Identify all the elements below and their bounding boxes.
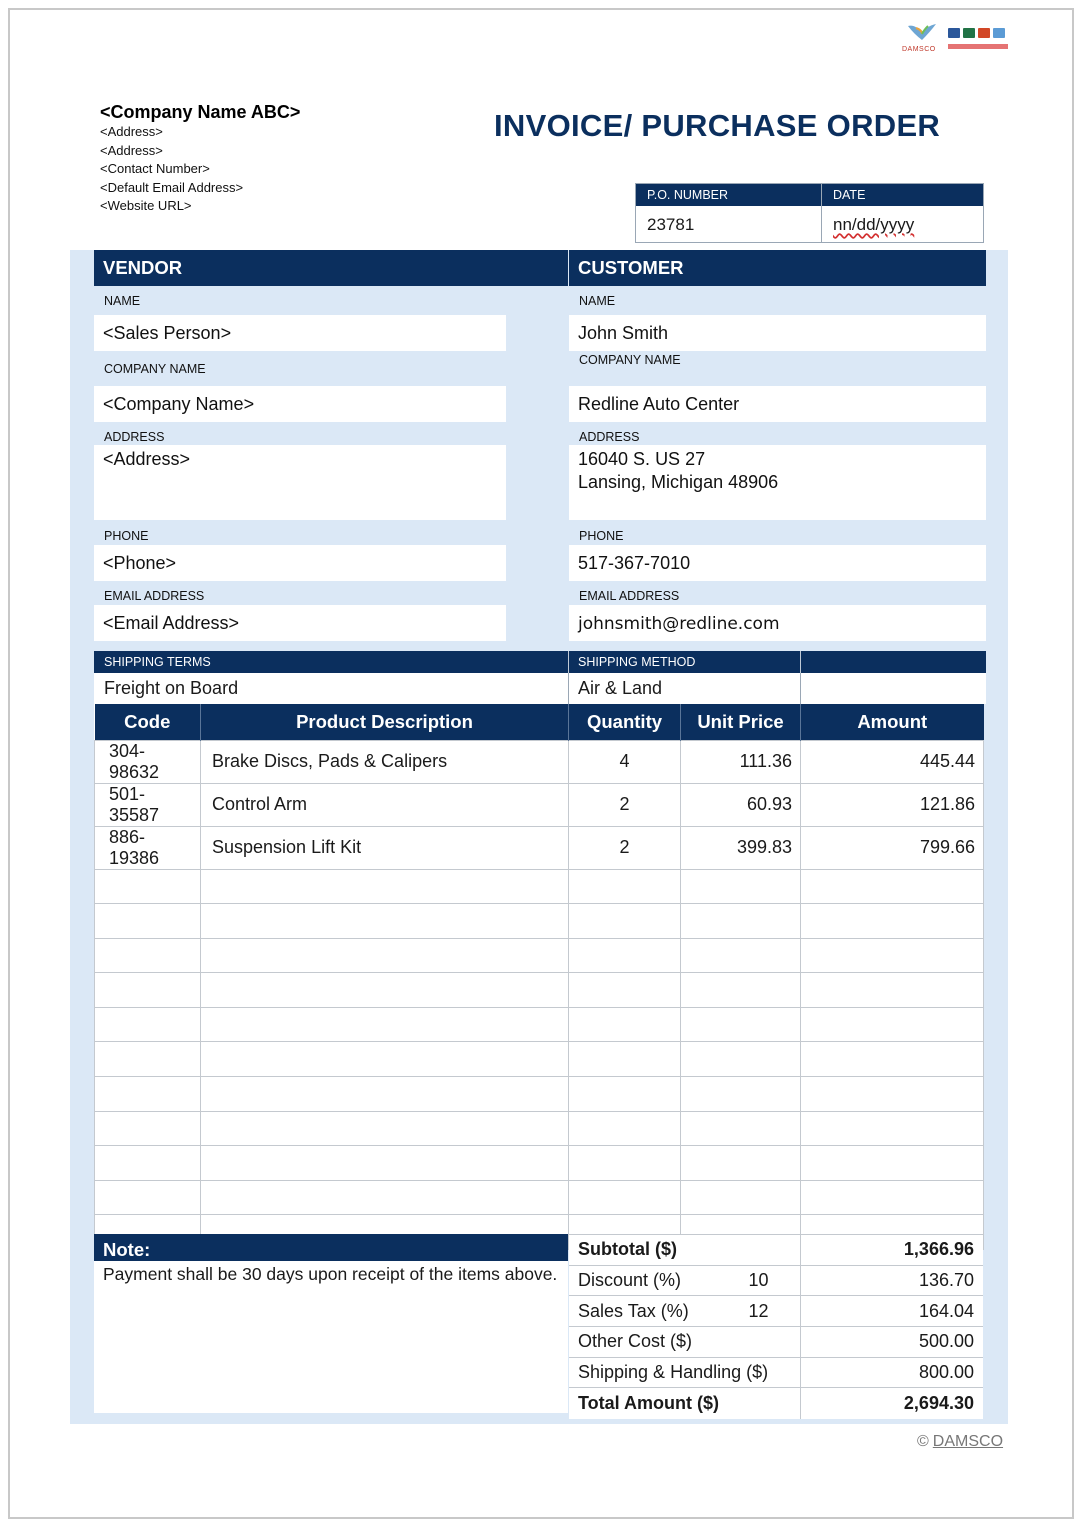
table-row xyxy=(95,1077,984,1112)
item-quantity-cell[interactable] xyxy=(569,1007,681,1042)
totals-label xyxy=(569,1296,800,1327)
shipping-block xyxy=(94,651,986,704)
item-amount-cell[interactable] xyxy=(801,1180,984,1215)
po-number-field[interactable]: 23781 xyxy=(636,206,822,243)
item-unit-price-cell[interactable] xyxy=(681,1180,801,1215)
item-code-cell[interactable] xyxy=(95,1146,201,1181)
customer-company-field[interactable]: Redline Auto Center xyxy=(569,386,986,422)
item-unit-price-cell[interactable] xyxy=(681,904,801,939)
customer-address-line-1: 16040 S. US 27 xyxy=(578,449,706,469)
totals-label xyxy=(569,1265,800,1296)
item-unit-price-cell[interactable] xyxy=(681,938,801,973)
vendor-company-field[interactable]: <Company Name> xyxy=(94,386,506,422)
table-row xyxy=(95,938,984,973)
item-description-cell[interactable]: Control Arm xyxy=(201,783,569,826)
logo-ribbon xyxy=(948,44,1008,49)
item-unit-price-cell[interactable] xyxy=(681,1007,801,1042)
totals-label xyxy=(569,1357,800,1388)
item-unit-price-cell[interactable]: 60.93 xyxy=(681,783,801,826)
item-description-cell[interactable] xyxy=(201,1180,569,1215)
totals-label-text: Sales Tax (%) xyxy=(578,1300,689,1321)
note-header: Note: xyxy=(94,1234,568,1261)
totals-value: 500.00 xyxy=(800,1327,983,1358)
totals-label xyxy=(569,1327,800,1358)
item-code-cell[interactable]: 886-19386 xyxy=(95,826,201,869)
company-name: <Company Name ABC> xyxy=(100,102,301,122)
totals-value: 136.70 xyxy=(800,1265,983,1296)
customer-phone-field[interactable]: 517-367-7010 xyxy=(569,545,986,581)
totals-percent-field[interactable]: 12 xyxy=(748,1300,769,1321)
totals-label xyxy=(569,1388,800,1419)
item-amount-cell[interactable] xyxy=(801,1146,984,1181)
item-quantity-cell[interactable] xyxy=(569,904,681,939)
docs-app-icon xyxy=(993,28,1005,38)
item-code-cell[interactable] xyxy=(95,1007,201,1042)
customer-header: CUSTOMER xyxy=(569,250,986,286)
copyright-symbol: © xyxy=(917,1433,929,1450)
customer-phone-label: PHONE xyxy=(579,529,624,543)
table-row xyxy=(95,826,984,869)
customer-address-field[interactable] xyxy=(569,445,986,520)
totals-value: 1,366.96 xyxy=(800,1235,983,1266)
vendor-address-field[interactable] xyxy=(94,445,506,520)
item-quantity-cell[interactable]: 2 xyxy=(569,826,681,869)
item-quantity-cell[interactable] xyxy=(569,1111,681,1146)
item-unit-price-cell[interactable] xyxy=(681,1077,801,1112)
vendor-email-label: EMAIL ADDRESS xyxy=(104,589,205,603)
shipping-method-field[interactable]: Air & Land xyxy=(569,673,801,704)
item-unit-price-cell[interactable] xyxy=(681,973,801,1008)
totals-row xyxy=(569,1235,983,1266)
note-text[interactable]: Payment shall be 30 days upon receipt of the items above. xyxy=(94,1261,568,1413)
table-row xyxy=(95,783,984,826)
item-quantity-cell[interactable] xyxy=(569,869,681,904)
totals-label-text: Subtotal ($) xyxy=(578,1239,677,1260)
col-header-unit-price: Unit Price xyxy=(681,704,801,740)
customer-email-value: johnsmith@redline.com xyxy=(578,614,780,634)
company-email: <Default Email Address> xyxy=(100,179,244,195)
totals-value: 800.00 xyxy=(800,1357,983,1388)
document-title: INVOICE/ PURCHASE ORDER xyxy=(494,108,941,143)
customer-address-label: ADDRESS xyxy=(579,430,640,444)
item-description-cell[interactable]: Brake Discs, Pads & Calipers xyxy=(201,740,569,783)
company-address-1: <Address> xyxy=(100,124,163,139)
col-header-description: Product Description xyxy=(201,704,569,740)
item-code-cell[interactable]: 501-35587 xyxy=(95,783,201,826)
app-icons-strip xyxy=(948,28,1005,38)
item-amount-cell[interactable] xyxy=(801,1111,984,1146)
item-code-cell[interactable] xyxy=(95,938,201,973)
table-row xyxy=(95,1111,984,1146)
company-address-2: <Address> xyxy=(100,142,163,158)
item-description-cell[interactable]: Suspension Lift Kit xyxy=(201,826,569,869)
customer-email-field[interactable] xyxy=(569,605,986,641)
brand-logo xyxy=(902,22,1012,62)
table-row xyxy=(95,904,984,939)
item-code-cell[interactable] xyxy=(95,904,201,939)
item-code-cell[interactable] xyxy=(95,1042,201,1077)
item-unit-price-cell[interactable]: 111.36 xyxy=(681,740,801,783)
totals-row xyxy=(569,1357,983,1388)
date-label: DATE xyxy=(833,188,866,202)
table-row xyxy=(95,740,984,783)
col-header-quantity: Quantity xyxy=(569,704,681,740)
item-amount-cell[interactable] xyxy=(801,904,984,939)
table-row xyxy=(95,1042,984,1077)
item-unit-price-cell[interactable] xyxy=(681,869,801,904)
company-website: <Website URL> xyxy=(100,198,192,213)
vendor-email-field[interactable]: <Email Address> xyxy=(94,605,506,641)
item-description-cell[interactable] xyxy=(201,1111,569,1146)
customer-name-field[interactable]: John Smith xyxy=(569,315,986,351)
totals-row xyxy=(569,1265,983,1296)
item-description-cell[interactable] xyxy=(201,1007,569,1042)
shipping-terms-field[interactable]: Freight on Board xyxy=(94,673,569,704)
copyright-brand-link[interactable]: DAMSCO xyxy=(932,1433,1004,1450)
item-amount-cell[interactable] xyxy=(801,973,984,1008)
company-block xyxy=(100,102,300,216)
item-code-cell[interactable] xyxy=(95,1180,201,1215)
item-quantity-cell[interactable] xyxy=(569,973,681,1008)
totals-label-text: Total Amount ($) xyxy=(578,1393,719,1414)
items-header-row xyxy=(95,704,984,740)
vendor-name-field[interactable]: <Sales Person> xyxy=(94,315,506,351)
item-description-cell[interactable] xyxy=(201,1077,569,1112)
po-box xyxy=(635,183,984,243)
excel-app-icon xyxy=(963,28,975,38)
item-unit-price-cell[interactable] xyxy=(681,1042,801,1077)
totals-label-text: Shipping & Handling ($) xyxy=(578,1362,769,1383)
item-amount-cell[interactable] xyxy=(801,1007,984,1042)
customer-address-line-2: Lansing, Michigan 48906 xyxy=(578,472,779,492)
item-description-cell[interactable] xyxy=(201,973,569,1008)
table-row xyxy=(95,869,984,904)
totals-table xyxy=(569,1234,983,1419)
table-row xyxy=(95,1146,984,1181)
totals-row xyxy=(569,1296,983,1327)
item-description-cell[interactable] xyxy=(201,1146,569,1181)
po-number-label: P.O. NUMBER xyxy=(636,184,822,206)
copyright xyxy=(917,1433,1003,1451)
logo-brand-text: DAMSCO xyxy=(902,46,936,53)
item-unit-price-cell[interactable]: 399.83 xyxy=(681,826,801,869)
item-quantity-cell[interactable] xyxy=(569,1042,681,1077)
item-amount-cell[interactable] xyxy=(801,938,984,973)
item-amount-cell[interactable] xyxy=(801,1042,984,1077)
item-quantity-cell[interactable]: 4 xyxy=(569,740,681,783)
item-amount-cell[interactable] xyxy=(801,1077,984,1112)
date-field[interactable]: nn/dd/yyyy xyxy=(833,215,915,234)
item-amount-cell[interactable] xyxy=(801,869,984,904)
bird-logo-icon xyxy=(906,22,938,44)
item-quantity-cell[interactable] xyxy=(569,1077,681,1112)
col-header-amount: Amount xyxy=(801,704,984,740)
vendor-header: VENDOR xyxy=(94,250,568,286)
item-description-cell[interactable] xyxy=(201,869,569,904)
totals-label-text: Other Cost ($) xyxy=(578,1331,693,1352)
table-row xyxy=(95,1007,984,1042)
totals-value: 164.04 xyxy=(800,1296,983,1327)
vendor-phone-field[interactable]: <Phone> xyxy=(94,545,506,581)
vendor-company-label: COMPANY NAME xyxy=(104,362,206,376)
item-description-cell[interactable] xyxy=(201,1042,569,1077)
item-code-cell[interactable] xyxy=(95,1077,201,1112)
shipping-terms-label: SHIPPING TERMS xyxy=(94,651,569,673)
customer-email-label: EMAIL ADDRESS xyxy=(579,589,680,603)
company-contact-number: <Contact Number> xyxy=(100,161,210,176)
item-code-cell[interactable] xyxy=(95,869,201,904)
totals-label xyxy=(569,1235,800,1266)
item-code-cell[interactable] xyxy=(95,973,201,1008)
vendor-phone-label: PHONE xyxy=(104,529,149,543)
shipping-method-label: SHIPPING METHOD xyxy=(569,651,801,673)
item-unit-price-cell[interactable] xyxy=(681,1111,801,1146)
table-row xyxy=(95,973,984,1008)
powerpoint-app-icon xyxy=(978,28,990,38)
item-quantity-cell[interactable] xyxy=(569,1180,681,1215)
item-quantity-cell[interactable]: 2 xyxy=(569,783,681,826)
item-code-cell[interactable]: 304-98632 xyxy=(95,740,201,783)
vendor-name-label: NAME xyxy=(104,294,141,308)
customer-company-label: COMPANY NAME xyxy=(579,353,681,367)
item-quantity-cell[interactable] xyxy=(569,938,681,973)
totals-row xyxy=(569,1327,983,1358)
totals-row xyxy=(569,1388,983,1419)
col-header-code: Code xyxy=(95,704,201,740)
item-amount-cell[interactable]: 121.86 xyxy=(801,783,984,826)
totals-label-text: Discount (%) xyxy=(578,1270,682,1291)
customer-name-label: NAME xyxy=(579,294,616,308)
item-description-cell[interactable] xyxy=(201,904,569,939)
totals-value: 2,694.30 xyxy=(800,1388,983,1419)
table-row xyxy=(95,1180,984,1215)
items-table xyxy=(94,704,984,1250)
totals-percent-field[interactable]: 10 xyxy=(748,1270,769,1291)
item-unit-price-cell[interactable] xyxy=(681,1146,801,1181)
vendor-address-line-1: <Address> xyxy=(103,449,191,469)
item-quantity-cell[interactable] xyxy=(569,1146,681,1181)
item-description-cell[interactable] xyxy=(201,938,569,973)
word-app-icon xyxy=(948,28,960,38)
item-code-cell[interactable] xyxy=(95,1111,201,1146)
item-amount-cell[interactable]: 799.66 xyxy=(801,826,984,869)
vendor-address-label: ADDRESS xyxy=(104,430,165,444)
item-amount-cell[interactable]: 445.44 xyxy=(801,740,984,783)
